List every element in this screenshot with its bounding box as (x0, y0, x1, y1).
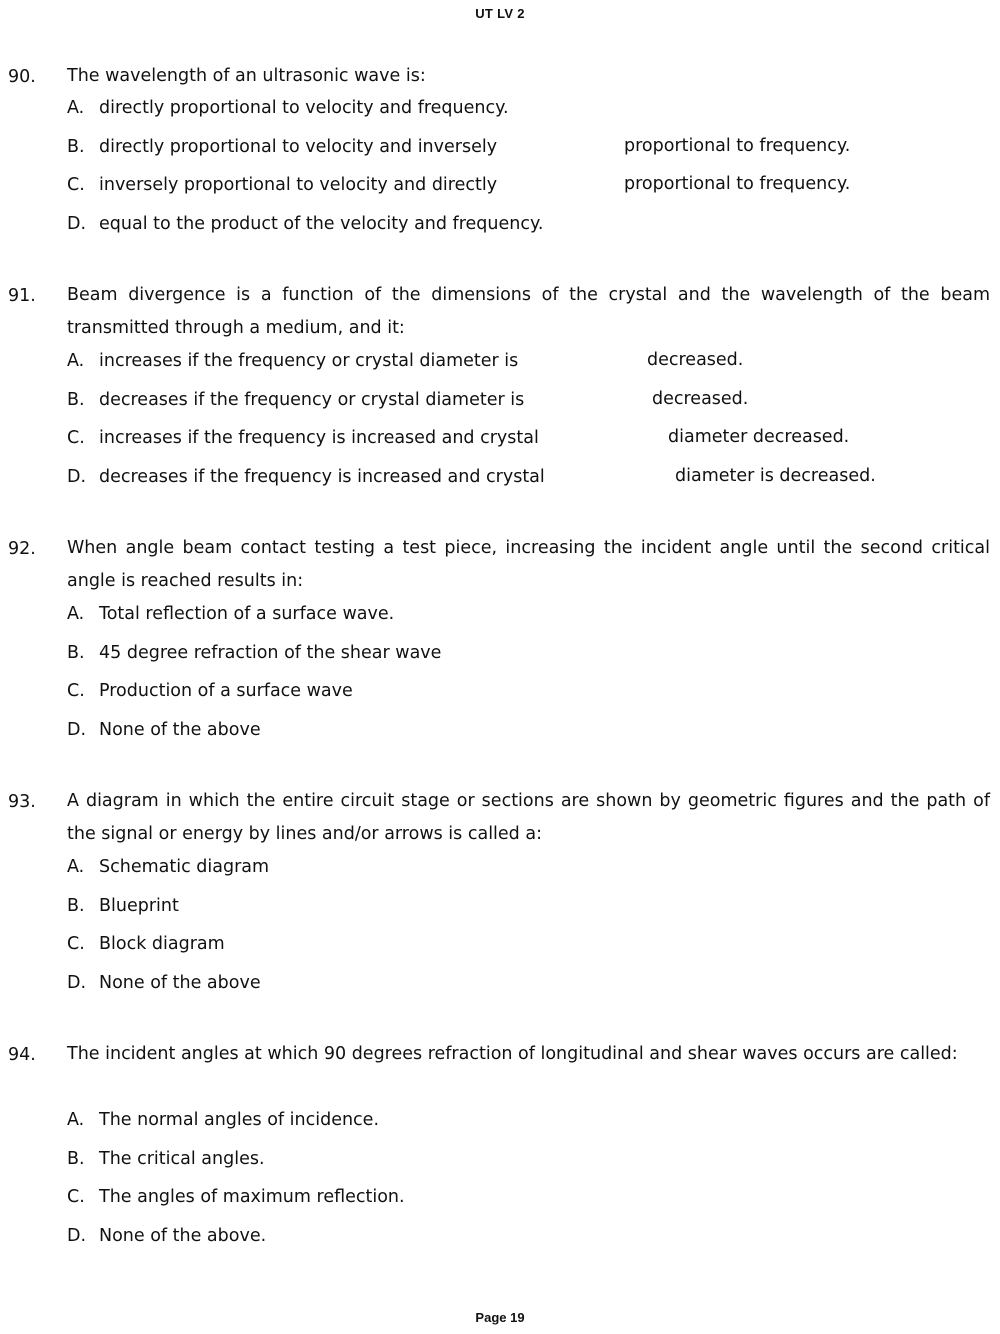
option-c (67, 681, 353, 701)
option-b-continuation: proportional to frequency. (624, 136, 851, 156)
option-text: decreases if the frequency is increased and crystal (99, 467, 545, 487)
option-c (67, 175, 497, 195)
option-d-continuation: diameter is decreased. (675, 466, 876, 486)
option-letter: A. (67, 604, 85, 624)
option-b (67, 1149, 265, 1169)
option-c-continuation: proportional to frequency. (624, 174, 851, 194)
option-text: Blueprint (99, 896, 179, 916)
option-text: equal to the product of the velocity and frequency. (99, 214, 544, 234)
question-number: 94. (8, 1045, 36, 1065)
question-stem: When angle beam contact testing a test piece, increasing the incident angle until the second critical angle is reached results in: (67, 538, 990, 591)
option-text: Block diagram (99, 934, 225, 954)
option-text: None of the above (99, 720, 261, 740)
option-letter: D. (67, 214, 87, 234)
option-d (67, 214, 543, 234)
option-text: Production of a surface wave (99, 681, 353, 701)
option-a-continuation: decreased. (647, 350, 744, 370)
option-letter: C. (67, 934, 85, 954)
option-text: decreases if the frequency or crystal diameter is (99, 390, 525, 410)
question-stem: A diagram in which the entire circuit stage or sections are shown by geometric figures and the path of the signal or energy by lines and/or arrows is called a: (67, 791, 990, 844)
option-a (67, 604, 394, 624)
option-text: directly proportional to velocity and frequency. (99, 98, 509, 118)
option-text: increases if the frequency or crystal diameter is (99, 351, 519, 371)
option-letter: C. (67, 428, 85, 448)
option-b-continuation: decreased. (652, 389, 749, 409)
option-d (67, 973, 261, 993)
option-b (67, 643, 441, 663)
option-text: Schematic diagram (99, 857, 270, 877)
option-text: None of the above. (99, 1226, 267, 1246)
option-c-continuation: diameter decreased. (668, 427, 850, 447)
option-d (67, 1226, 266, 1246)
option-letter: B. (67, 896, 85, 916)
option-letter: C. (67, 1187, 85, 1207)
option-letter: D. (67, 1226, 87, 1246)
option-c (67, 1187, 405, 1207)
option-letter: A. (67, 1110, 85, 1130)
option-d (67, 720, 261, 740)
option-text: Total reflection of a surface wave. (99, 604, 395, 624)
question-number: 93. (8, 792, 36, 812)
option-text: directly proportional to velocity and inversely (99, 137, 498, 157)
option-a (67, 98, 509, 118)
option-letter: C. (67, 681, 85, 701)
option-letter: B. (67, 643, 85, 663)
option-a (67, 1110, 379, 1130)
option-letter: B. (67, 390, 85, 410)
option-b (67, 390, 524, 410)
option-b (67, 896, 179, 916)
option-text: increases if the frequency is increased and crystal (99, 428, 539, 448)
option-text: 45 degree refraction of the shear wave (99, 643, 442, 663)
option-letter: D. (67, 720, 87, 740)
page-number: Page 19 (475, 1310, 525, 1325)
option-a (67, 857, 269, 877)
option-letter: A. (67, 857, 85, 877)
question-number: 91. (8, 286, 36, 306)
option-letter: B. (67, 137, 85, 157)
option-d (67, 467, 545, 487)
option-b (67, 137, 497, 157)
option-c (67, 428, 539, 448)
option-text: None of the above (99, 973, 261, 993)
question-number: 90. (8, 67, 36, 87)
option-a (67, 351, 518, 371)
page-header-title: UT LV 2 (475, 6, 525, 21)
option-letter: B. (67, 1149, 85, 1169)
option-letter: A. (67, 351, 85, 371)
option-text: The normal angles of incidence. (99, 1110, 380, 1130)
option-letter: C. (67, 175, 85, 195)
option-letter: D. (67, 467, 87, 487)
option-letter: D. (67, 973, 87, 993)
option-text: The critical angles. (99, 1149, 265, 1169)
question-stem: The incident angles at which 90 degrees refraction of longitudinal and shear waves occurs are called: (67, 1044, 958, 1064)
option-text: inversely proportional to velocity and directly (99, 175, 498, 195)
question-number: 92. (8, 539, 36, 559)
option-text: The angles of maximum reflection. (99, 1187, 405, 1207)
option-letter: A. (67, 98, 85, 118)
question-stem: Beam divergence is a function of the dimensions of the crystal and the wavelength of the beam transmitted through a medium, and it: (67, 285, 990, 338)
option-c (67, 934, 225, 954)
question-stem: The wavelength of an ultrasonic wave is: (67, 66, 426, 86)
